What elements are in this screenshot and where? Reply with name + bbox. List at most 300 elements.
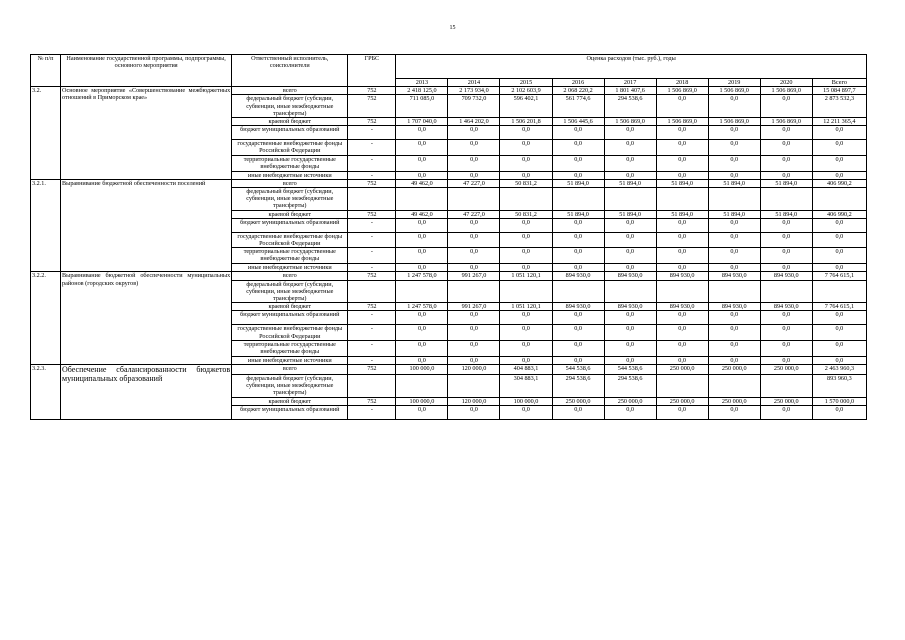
header-year: 2019 (708, 79, 760, 87)
expense-value: 0,0 (656, 155, 708, 171)
expense-value: 0,0 (708, 340, 760, 356)
expense-value: 2 173 934,0 (448, 87, 500, 95)
section-name: Выравнивание бюджетной обеспеченности поселений (61, 179, 232, 272)
expense-value: 0,0 (604, 311, 656, 325)
expense-value: 0,0 (604, 264, 656, 272)
expense-value: 1 506 869,0 (656, 87, 708, 95)
expense-value: 1 506 445,6 (552, 118, 604, 126)
expense-value: 1 707 040,0 (396, 118, 448, 126)
funding-source: иные внебюджетные источники (232, 264, 348, 272)
header-year: Всего (812, 79, 866, 87)
header-num: № п/п (31, 55, 61, 87)
expense-value: 0,0 (812, 218, 866, 232)
expense-value: 51 894,0 (552, 179, 604, 187)
header-year: 2013 (396, 79, 448, 87)
expense-value: 2 068 220,2 (552, 87, 604, 95)
expense-value: 0,0 (396, 171, 448, 179)
expense-value: 0,0 (396, 356, 448, 364)
expense-value: 0,0 (812, 340, 866, 356)
expense-value: 0,0 (396, 264, 448, 272)
funding-source: краевой бюджет (232, 397, 348, 405)
header-year: 2016 (552, 79, 604, 87)
header-name: Наименование государственной программы, подпрограммы, основного мероприятия (61, 55, 232, 87)
funding-source: бюджет муниципальных образований (232, 126, 348, 140)
expense-value: 561 774,6 (552, 95, 604, 118)
expense-value (396, 375, 448, 398)
expense-value: 0,0 (604, 155, 656, 171)
expense-value: 1 247 578,0 (396, 303, 448, 311)
expense-value: 0,0 (448, 126, 500, 140)
funding-source: федеральный бюджет (субсидии, субвенции, иные межбюджетные трансферты) (232, 280, 348, 303)
expense-value: 100 000,0 (500, 397, 552, 405)
expense-value: 0,0 (552, 325, 604, 340)
funding-source: государственные внебюджетные фонды Российской Федерации (232, 232, 348, 247)
expense-value: 0,0 (760, 405, 812, 419)
header-estimate: Оценка расходов (тыс. руб.), годы (396, 55, 867, 79)
expense-value: 0,0 (396, 126, 448, 140)
expense-value: 0,0 (708, 232, 760, 247)
expense-value: 0,0 (708, 95, 760, 118)
grbs-code: - (348, 311, 396, 325)
expense-value: 0,0 (604, 232, 656, 247)
expense-value (812, 188, 866, 211)
expense-value: 1 051 120,1 (500, 303, 552, 311)
expense-value: 404 883,1 (500, 365, 552, 375)
grbs-code: - (348, 126, 396, 140)
expense-value: 0,0 (708, 126, 760, 140)
expense-value: 0,0 (656, 232, 708, 247)
section-name: Выравнивание бюджетной обеспеченности муниципальных районов (городских округов) (61, 272, 232, 365)
expense-value: 0,0 (448, 340, 500, 356)
expense-value: 50 831,2 (500, 210, 552, 218)
expense-value: 0,0 (500, 311, 552, 325)
expense-value: 0,0 (656, 248, 708, 264)
expense-value: 0,0 (448, 248, 500, 264)
expense-value: 2 418 125,0 (396, 87, 448, 95)
expense-value (656, 188, 708, 211)
expense-value: 0,0 (448, 155, 500, 171)
expense-value (448, 280, 500, 303)
expense-value: 0,0 (760, 95, 812, 118)
expense-value: 0,0 (708, 140, 760, 155)
expense-value: 0,0 (604, 171, 656, 179)
expense-value: 711 085,0 (396, 95, 448, 118)
expense-value: 0,0 (396, 405, 448, 419)
expense-value: 2 102 603,9 (500, 87, 552, 95)
expense-value: 0,0 (552, 140, 604, 155)
expense-value: 894 930,0 (708, 272, 760, 280)
header-year: 2017 (604, 79, 656, 87)
header-grbs: ГРБС (348, 55, 396, 87)
expense-value: 0,0 (708, 405, 760, 419)
funding-source: бюджет муниципальных образований (232, 218, 348, 232)
expense-value: 991 267,0 (448, 272, 500, 280)
grbs-code: 752 (348, 303, 396, 311)
expense-value: 0,0 (604, 140, 656, 155)
expense-value: 0,0 (500, 155, 552, 171)
expense-value: 0,0 (708, 311, 760, 325)
funding-source: территориальные государственные внебюджетные фонды (232, 248, 348, 264)
expense-value: 51 894,0 (552, 210, 604, 218)
expense-value: 1 506 869,0 (708, 118, 760, 126)
expense-value: 0,0 (500, 140, 552, 155)
funding-source: государственные внебюджетные фонды Российской Федерации (232, 140, 348, 155)
table-row (31, 365, 867, 375)
expense-value: 51 894,0 (708, 179, 760, 187)
expense-value: 51 894,0 (656, 210, 708, 218)
funding-source: иные внебюджетные источники (232, 171, 348, 179)
section-name-cell (61, 365, 232, 420)
expense-value: 0,0 (500, 340, 552, 356)
expense-value: 0,0 (656, 356, 708, 364)
expense-value: 0,0 (708, 218, 760, 232)
grbs-code: 752 (348, 397, 396, 405)
grbs-code: - (348, 232, 396, 247)
expense-value: 0,0 (604, 340, 656, 356)
expense-value: 406 990,2 (812, 210, 866, 218)
expense-value: 0,0 (448, 356, 500, 364)
grbs-code: 752 (348, 365, 396, 375)
grbs-code: 752 (348, 210, 396, 218)
section-number: 3.2.1. (31, 179, 61, 272)
expense-value: 51 894,0 (708, 210, 760, 218)
funding-source: федеральный бюджет (субсидии, субвенции, иные межбюджетные трансферты) (232, 188, 348, 211)
expense-value (656, 280, 708, 303)
expense-value: 0,0 (396, 218, 448, 232)
expense-value: 0,0 (760, 155, 812, 171)
expense-value (396, 280, 448, 303)
expense-value: 0,0 (760, 218, 812, 232)
expense-value: 250 000,0 (656, 397, 708, 405)
expense-value (500, 280, 552, 303)
section-number: 3.2. (31, 87, 61, 180)
expense-value: 1 051 120,1 (500, 272, 552, 280)
expense-value: 0,0 (812, 248, 866, 264)
expense-value: 0,0 (396, 232, 448, 247)
expense-value: 0,0 (708, 264, 760, 272)
expense-value: 0,0 (552, 405, 604, 419)
expense-value: 544 538,6 (604, 365, 656, 375)
table-row (31, 272, 867, 280)
expense-value: 294 538,6 (552, 375, 604, 398)
expense-value: 0,0 (760, 126, 812, 140)
funding-source: федеральный бюджет (субсидии, субвенции, иные межбюджетные трансферты) (232, 95, 348, 118)
grbs-code: - (348, 155, 396, 171)
expense-value: 294 538,6 (604, 95, 656, 118)
expense-value: 51 894,0 (760, 179, 812, 187)
expense-value: 0,0 (500, 171, 552, 179)
expense-value: 0,0 (552, 356, 604, 364)
expense-value: 0,0 (760, 356, 812, 364)
funding-source: федеральный бюджет (субсидии, субвенции, иные межбюджетные трансферты) (232, 375, 348, 398)
expense-value: 894 930,0 (760, 272, 812, 280)
expense-value: 0,0 (448, 171, 500, 179)
expense-value: 406 990,2 (812, 179, 866, 187)
expense-value: 0,0 (812, 140, 866, 155)
expense-value: 0,0 (812, 171, 866, 179)
expense-value: 51 894,0 (656, 179, 708, 187)
expense-value: 47 227,0 (448, 179, 500, 187)
expense-value: 0,0 (656, 95, 708, 118)
expense-value: 0,0 (448, 311, 500, 325)
expense-value: 0,0 (708, 155, 760, 171)
expense-value: 0,0 (656, 171, 708, 179)
funding-source: всего (232, 272, 348, 280)
expense-value: 50 831,2 (500, 179, 552, 187)
grbs-code (348, 188, 396, 211)
expense-value: 0,0 (812, 155, 866, 171)
funding-source: территориальные государственные внебюджетные фонды (232, 340, 348, 356)
expense-value: 894 930,0 (708, 303, 760, 311)
expense-value: 1 506 869,0 (656, 118, 708, 126)
expense-value (448, 375, 500, 398)
expense-value: 7 764 615,1 (812, 303, 866, 311)
grbs-code: - (348, 340, 396, 356)
expense-value: 250 000,0 (708, 365, 760, 375)
expense-value: 0,0 (604, 405, 656, 419)
expense-value: 0,0 (552, 232, 604, 247)
header-year: 2020 (760, 79, 812, 87)
expense-value: 0,0 (604, 218, 656, 232)
grbs-code: 752 (348, 179, 396, 187)
expense-value: 894 930,0 (604, 303, 656, 311)
expense-value: 1 506 869,0 (604, 118, 656, 126)
expense-value (708, 375, 760, 398)
expense-value: 0,0 (396, 140, 448, 155)
grbs-code (348, 375, 396, 398)
expense-value: 0,0 (760, 232, 812, 247)
table-header (31, 55, 867, 87)
section-name: Основное мероприятие «Совершенствование межбюджетных отношений в Приморском крае» (61, 87, 232, 180)
grbs-code: - (348, 171, 396, 179)
expense-value (552, 188, 604, 211)
expense-value: 0,0 (500, 218, 552, 232)
expense-value: 47 227,0 (448, 210, 500, 218)
expense-value (760, 375, 812, 398)
expense-value: 894 930,0 (552, 272, 604, 280)
expense-value: 120 000,0 (448, 397, 500, 405)
expense-value: 0,0 (448, 405, 500, 419)
expense-value: 0,0 (604, 325, 656, 340)
expense-value: 0,0 (396, 325, 448, 340)
funding-source: краевой бюджет (232, 210, 348, 218)
header-year: 2018 (656, 79, 708, 87)
expense-value: 15 084 897,7 (812, 87, 866, 95)
expense-value: 894 930,0 (760, 303, 812, 311)
expense-value: 0,0 (552, 218, 604, 232)
expense-value: 0,0 (812, 232, 866, 247)
table-row (31, 179, 867, 187)
grbs-code: 752 (348, 272, 396, 280)
expense-value: 120 000,0 (448, 365, 500, 375)
expense-value: 596 402,1 (500, 95, 552, 118)
expense-value: 0,0 (500, 232, 552, 247)
funding-source: краевой бюджет (232, 118, 348, 126)
expense-value: 2 463 960,3 (812, 365, 866, 375)
section-number: 3.2.3. (31, 365, 61, 420)
expense-value: 0,0 (552, 155, 604, 171)
expense-value (708, 280, 760, 303)
expense-value: 0,0 (552, 264, 604, 272)
expense-value: 0,0 (500, 356, 552, 364)
funding-source: бюджет муниципальных образований (232, 311, 348, 325)
expense-value: 0,0 (812, 356, 866, 364)
expense-value: 100 000,0 (396, 397, 448, 405)
expense-value: 12 211 365,4 (812, 118, 866, 126)
expense-value: 250 000,0 (760, 397, 812, 405)
expense-value (760, 188, 812, 211)
expense-value: 250 000,0 (604, 397, 656, 405)
expense-value: 1 247 578,0 (396, 272, 448, 280)
expense-value (760, 280, 812, 303)
expense-value: 250 000,0 (708, 397, 760, 405)
expense-value: 0,0 (812, 325, 866, 340)
expense-value: 0,0 (812, 126, 866, 140)
funding-source: иные внебюджетные источники (232, 356, 348, 364)
expense-value: 894 930,0 (604, 272, 656, 280)
grbs-code: - (348, 248, 396, 264)
grbs-code: 752 (348, 87, 396, 95)
expense-value: 0,0 (656, 325, 708, 340)
expense-value: 51 894,0 (604, 179, 656, 187)
expense-value: 0,0 (760, 311, 812, 325)
expense-value: 0,0 (760, 140, 812, 155)
section-name: Обеспечение сбалансированности бюджетов муниципальных образований (62, 365, 231, 384)
expense-value: 250 000,0 (760, 365, 812, 375)
header-executor: Ответственный исполнитель, соисполнители (232, 55, 348, 87)
expense-value: 0,0 (500, 325, 552, 340)
expense-value: 0,0 (396, 248, 448, 264)
expense-value: 0,0 (500, 126, 552, 140)
expense-value (604, 280, 656, 303)
expense-value: 0,0 (396, 155, 448, 171)
expense-value: 100 000,0 (396, 365, 448, 375)
expense-value: 250 000,0 (552, 397, 604, 405)
expense-value: 0,0 (396, 311, 448, 325)
grbs-code: - (348, 356, 396, 364)
expense-value (448, 188, 500, 211)
expense-value (500, 188, 552, 211)
expense-value: 894 930,0 (656, 272, 708, 280)
funding-source: бюджет муниципальных образований (232, 405, 348, 419)
expense-value (708, 188, 760, 211)
funding-source: краевой бюджет (232, 303, 348, 311)
expense-value: 51 894,0 (604, 210, 656, 218)
expense-value: 544 538,6 (552, 365, 604, 375)
page-number: 15 (449, 25, 456, 31)
expense-value: 51 894,0 (760, 210, 812, 218)
expense-value: 49 462,0 (396, 210, 448, 218)
budget-table (30, 54, 867, 420)
expense-value: 0,0 (552, 311, 604, 325)
expense-value (604, 188, 656, 211)
grbs-code: - (348, 264, 396, 272)
header-year: 2014 (448, 79, 500, 87)
expense-value: 1 570 000,0 (812, 397, 866, 405)
funding-source: всего (232, 365, 348, 375)
expense-value: 0,0 (656, 405, 708, 419)
expense-value: 0,0 (604, 126, 656, 140)
expense-value: 0,0 (500, 248, 552, 264)
expense-value: 0,0 (448, 218, 500, 232)
expense-value (396, 188, 448, 211)
expense-value: 0,0 (656, 264, 708, 272)
expense-value: 0,0 (708, 325, 760, 340)
header-year: 2015 (500, 79, 552, 87)
expense-value (812, 280, 866, 303)
expense-value: 0,0 (812, 405, 866, 419)
grbs-code: - (348, 405, 396, 419)
grbs-code: 752 (348, 118, 396, 126)
expense-value: 0,0 (448, 325, 500, 340)
expense-value: 0,0 (448, 264, 500, 272)
expense-value: 0,0 (760, 325, 812, 340)
expense-value: 304 883,1 (500, 375, 552, 398)
expense-value: 0,0 (552, 171, 604, 179)
funding-source: государственные внебюджетные фонды Российской Федерации (232, 325, 348, 340)
expense-value: 1 506 869,0 (760, 87, 812, 95)
expense-value (552, 280, 604, 303)
expense-value: 0,0 (552, 126, 604, 140)
expense-value: 0,0 (760, 248, 812, 264)
expense-value: 0,0 (812, 264, 866, 272)
expense-value: 0,0 (812, 311, 866, 325)
expense-value: 0,0 (448, 232, 500, 247)
table-row (31, 87, 867, 95)
expense-value: 0,0 (760, 171, 812, 179)
expense-value: 0,0 (708, 248, 760, 264)
grbs-code: - (348, 325, 396, 340)
grbs-code: 752 (348, 95, 396, 118)
expense-value: 1 506 201,8 (500, 118, 552, 126)
expense-value: 1 464 202,0 (448, 118, 500, 126)
expense-value: 894 930,0 (552, 303, 604, 311)
expense-value: 0,0 (604, 248, 656, 264)
expense-value: 0,0 (708, 356, 760, 364)
expense-value: 49 462,0 (396, 179, 448, 187)
expense-value: 0,0 (552, 248, 604, 264)
expense-value: 0,0 (552, 340, 604, 356)
expense-value: 1 801 407,6 (604, 87, 656, 95)
funding-source: всего (232, 87, 348, 95)
expense-value: 0,0 (604, 356, 656, 364)
expense-value: 0,0 (656, 126, 708, 140)
expense-value: 0,0 (396, 340, 448, 356)
expense-value: 991 267,0 (448, 303, 500, 311)
expense-value: 0,0 (760, 264, 812, 272)
expense-value: 250 000,0 (656, 365, 708, 375)
grbs-code: - (348, 140, 396, 155)
expense-value: 893 960,3 (812, 375, 866, 398)
grbs-code: - (348, 218, 396, 232)
expense-value: 0,0 (760, 340, 812, 356)
expense-value: 294 538,6 (604, 375, 656, 398)
expense-value: 7 764 615,1 (812, 272, 866, 280)
expense-value: 0,0 (500, 264, 552, 272)
grbs-code (348, 280, 396, 303)
expense-value: 1 506 869,0 (760, 118, 812, 126)
expense-value: 0,0 (656, 340, 708, 356)
expense-value: 894 930,0 (656, 303, 708, 311)
expense-value: 0,0 (656, 140, 708, 155)
expense-value: 0,0 (656, 311, 708, 325)
funding-source: всего (232, 179, 348, 187)
expense-value: 1 506 869,0 (708, 87, 760, 95)
expense-value: 0,0 (708, 171, 760, 179)
expense-value (656, 375, 708, 398)
funding-source: территориальные государственные внебюджетные фонды (232, 155, 348, 171)
expense-value: 0,0 (448, 140, 500, 155)
